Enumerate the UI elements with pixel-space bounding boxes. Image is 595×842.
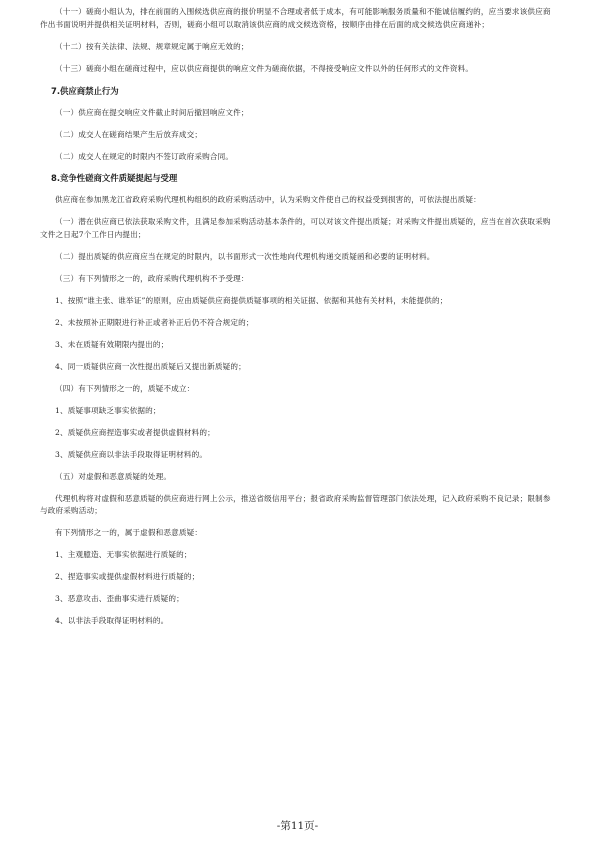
challenge-item-4: （四）有下列情形之一的，质疑不成立： <box>55 383 195 393</box>
false-challenge-3: 3、恶意攻击、歪曲事实进行质疑的； <box>55 594 184 604</box>
paragraph-13: （十三）磋商小组在磋商过程中，应以供应商提供的响应文件为磋商依据，不得接受响应文件以外的任何形式的文件资料。 <box>55 63 474 73</box>
not-accepted-2: 2、未按照补正期限进行补正或者补正后仍不符合规定的； <box>55 317 254 327</box>
invalid-1: 1、质疑事项缺乏事实依据的； <box>55 405 161 415</box>
not-accepted-1: 1、按照“谁主张、谁举证”的原则，应由质疑供应商提供质疑事项的相关证据、依据和其他有关材料，未能提供的； <box>55 296 448 305</box>
false-challenge-intro: 有下列情形之一的，属于虚假和恶意质疑： <box>55 528 203 538</box>
false-challenge-1: 1、主观臆造、无事实依据进行质疑的； <box>55 550 192 560</box>
false-challenge-4: 4、以非法手段取得证明材料的。 <box>55 616 169 626</box>
challenge-item-3: （三）有下列情形之一的，政府采购代理机构不予受理： <box>55 274 249 284</box>
section-heading-7: 7.供应商禁止行为 <box>51 85 119 96</box>
false-challenge-handling: 代理机构将对虚假和恶意质疑的供应商进行网上公示，推送省级信用平台；报省政府采购监督管理部门依法处理，记入政府采购不良记录；限制参与政府采购活动； <box>40 493 551 516</box>
not-accepted-3: 3、未在质疑有效期限内提出的； <box>55 339 169 349</box>
invalid-2: 2、质疑供应商捏造事实或者提供虚假材料的； <box>55 427 215 437</box>
paragraph-12: （十二）按有关法律、法规、规章规定属于响应无效的； <box>55 41 249 51</box>
challenge-item-2: （二）提出质疑的供应商应当在规定的时限内，以书面形式一次性地向代理机构递交质疑函和必要的证明材料。 <box>55 252 435 262</box>
challenge-item-5: （五）对虚假和恶意质疑的处理。 <box>55 471 172 481</box>
prohibited-item-2: （二）成交人在磋商结果产生后放弃成交； <box>55 129 203 139</box>
document-body <box>40 6 555 637</box>
false-challenge-2: 2、捏造事实或提供虚假材料进行质疑的； <box>55 572 200 582</box>
paragraph-11: （十一）磋商小组认为，排在前面的入围候选供应商的报价明显不合理或者低于成本，有可能影响服务质量和不能诚信履约的，应当要求该供应商作出书面说明并提供相关证明材料，否则，磋商小组可以取消该供应商的成交候选资格，按顺序由排在后面的成交候选供应商递补； <box>40 7 551 29</box>
prohibited-item-1: （一）供应商在提交响应文件截止时间后撤回响应文件； <box>55 107 249 117</box>
prohibited-item-3: （二）成交人在规定的时限内不签订政府采购合同。 <box>55 151 234 161</box>
invalid-3: 3、质疑供应商以非法手段取得证明材料的。 <box>55 449 208 459</box>
section-heading-8: 8.竞争性磋商文件质疑提起与受理 <box>51 173 178 184</box>
challenge-intro: 供应商在参加黑龙江省政府采购代理机构组织的政府采购活动中，认为采购文件使自己的权益受到损害的，可依法提出质疑： <box>55 195 481 205</box>
page-number: -第11页- <box>276 820 319 832</box>
not-accepted-4: 4、同一质疑供应商一次性提出质疑后又提出新质疑的； <box>55 361 246 371</box>
challenge-item-1: （一）潜在供应商已依法获取采购文件，且满足参加采购活动基本条件的，可以对该文件提出质疑；对采购文件提出质疑的，应当在首次获取采购文件之日起7个工作日内提出； <box>40 217 551 240</box>
